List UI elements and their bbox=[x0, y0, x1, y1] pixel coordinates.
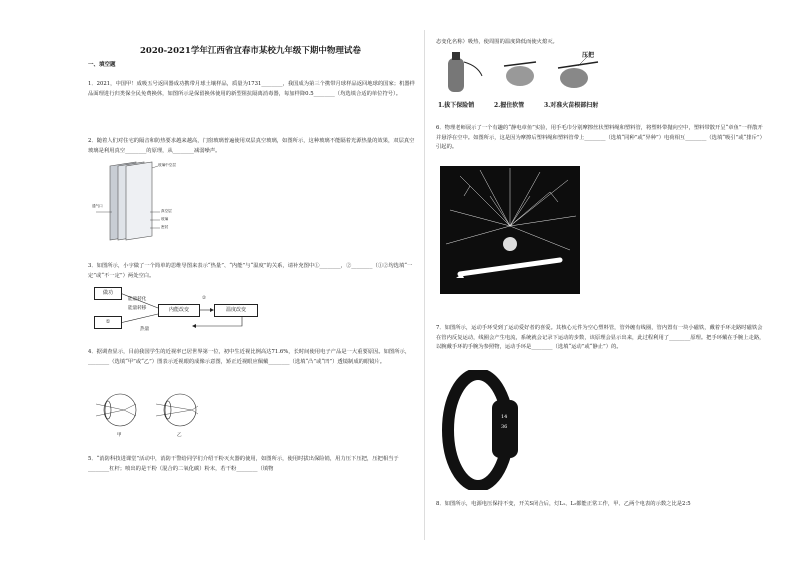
question-6: 6．物理老师展示了一个有趣的“静电章鱼”实验，用手毛巾分别摩擦丝状塑料绳和塑料管，将塑料带抛向空中，塑料带散开呈“章鱼”一样散开并悬浮在空中。如图所示，这是因为摩擦后塑料绳和塑料管带上________（选填“同种”或“异种”）电荷相互________（选填“吸引”或“排斥”）引起的。 bbox=[436, 125, 765, 150]
arrow-label-conversion: 能量转化 bbox=[128, 297, 147, 302]
band-display-2: 36 bbox=[501, 424, 508, 430]
question-7: 7．如图所示，运动手环受到了运动爱好者的喜爱。其核心元件为空心塑料管，管外缠有线圈，管内置有一块小磁铁，戴着手环走路时磁铁会在管内反复运动，线圈会产生电流，系统就会记录下运动的步数，该原理会显示出来，此过程利用了________原理。把手环戴在手腕上走路，以腕戴手环的手腕为参照物，运动手环是________（选填“运动”或“静止”）的。 bbox=[436, 325, 765, 350]
step-1: 1.拔下保险销 bbox=[438, 102, 475, 109]
vacuum-glass-figure bbox=[92, 160, 184, 242]
box-circle-1: ① bbox=[94, 316, 122, 329]
page-title: 2020-2021学年江西省宜春市某校九年级下期中物理试卷 bbox=[140, 46, 361, 56]
step-2: 2.握住软管 bbox=[494, 102, 525, 109]
question-1: 1．2021，中国甲！成吸五号返回器成功携带月球土壤样品，质量为1731________，我国成为第三个携带月球样品返回地球的国家；机器样品面理进行归类保全民免费换休，如图所示是保留换休使用的新型阻抗隔离消毒器，每加样降0.5________（均选填合适的单位符号）。 bbox=[88, 81, 415, 97]
eye-diagrams bbox=[96, 390, 206, 440]
concept-map bbox=[92, 286, 272, 336]
question-5: 5．“消防科技进课堂”活动中，消防干警给同学们介绍干粉灭火器的使用，如图所示，使用时拔出保险销，用力压下压把，压把相当于________杠杆；喷出的是干粉（混合的二氧化碳）粉末，若干粉________（填物 bbox=[88, 456, 399, 472]
arrow-label-transfer: 能量转移 bbox=[128, 306, 147, 311]
extinguisher-steps-figure bbox=[438, 48, 608, 112]
label-left: 通气口 bbox=[92, 204, 103, 208]
box-work: 做功 bbox=[94, 287, 122, 300]
question-3: 3．如图所示，小宇做了一个简单的思维导图来表示“热量”、“内能”与“温度”的关系，请补充图中①________，②________（①②均选填“一定”或“不一定”）两处空白。 bbox=[88, 263, 413, 279]
label-jia: 甲 bbox=[117, 433, 122, 438]
label-r1: 真空层 bbox=[161, 209, 172, 213]
label-r3: 密封 bbox=[161, 225, 169, 229]
static-octopus-photo bbox=[440, 166, 580, 294]
heat-label: 热量 bbox=[140, 327, 150, 332]
fitness-band-photo bbox=[440, 370, 524, 490]
box-inner-energy: 内能改变 bbox=[158, 304, 200, 317]
question-5-continued: 态变化名称）吸热，使周围的温度降低而使火熄灭。 bbox=[436, 39, 558, 45]
question-2: 2．随着人们对住宅的隔音和防热要求越来越高，门窗玻璃普遍使用双层真空玻璃，如图所示，这种玻璃不能隔着光源热量的效果，双层真空玻璃是利用真空________的原理，从________减弱噪声。 bbox=[88, 138, 415, 154]
band-display-1: 14 bbox=[501, 414, 508, 420]
label-r2: 玻璃 bbox=[161, 217, 169, 221]
handle-label: 压把 bbox=[582, 52, 595, 59]
column-divider bbox=[424, 30, 425, 540]
question-8: 8．如图所示，电源电压保持不变，开关S闭合后，灯L₁、L₂都能正常工作，甲、乙两个电表的示数之比是2:5 bbox=[436, 501, 691, 507]
question-4: 4．据调查显示，目前我国学生的近视率已居世界第一位，初中生近视比例高达71.6%，长时间使用电子产品是一大重要原因。如图所示，________（选填“甲”或“乙”）图表示近视眼的成像示意图，矫正近视眼应佩戴________（选填“凸”或“凹”）透镜制成的眼镜片。 bbox=[88, 349, 411, 365]
label-yi: 乙 bbox=[177, 433, 182, 438]
step-3: 3.对准火苗根部扫射 bbox=[544, 102, 599, 109]
box-temperature: 温度改变 bbox=[214, 304, 258, 317]
section-heading: 一、填空题 bbox=[88, 62, 116, 68]
label-top: 玻璃中空层 bbox=[158, 163, 176, 167]
circle-2: ② bbox=[202, 296, 207, 301]
